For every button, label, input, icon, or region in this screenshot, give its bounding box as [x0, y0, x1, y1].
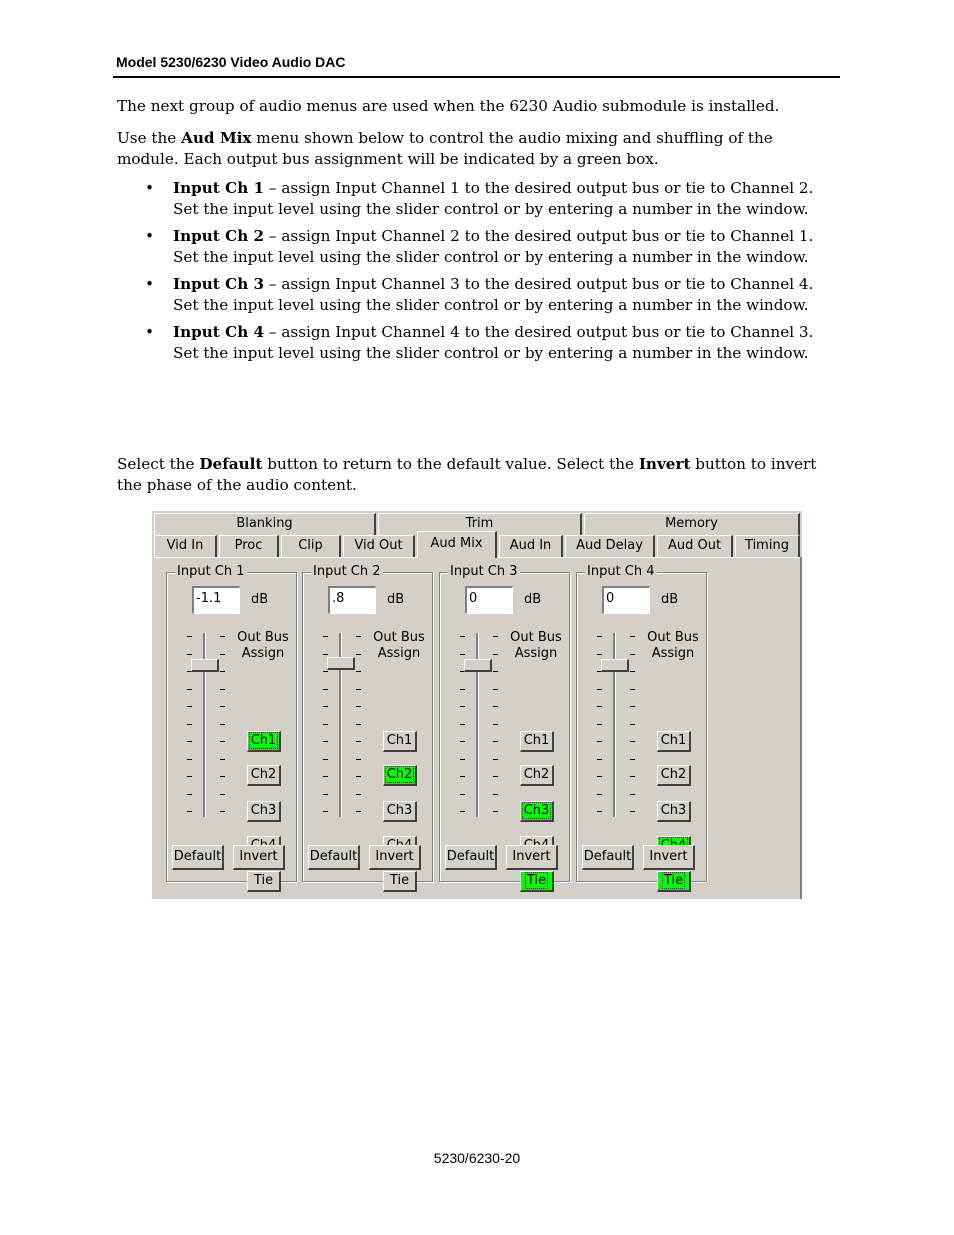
slider-tick — [356, 706, 361, 707]
slider-tick — [187, 794, 192, 795]
slider-tick — [356, 654, 361, 655]
group-title: Input Ch 3 — [450, 564, 518, 579]
slider-tick — [220, 776, 225, 777]
out-bus-tie-button[interactable]: Tie — [520, 871, 554, 892]
slider-tick — [323, 671, 328, 672]
slider-tick — [630, 654, 635, 655]
level-slider-thumb[interactable] — [601, 659, 629, 672]
tab-proc[interactable]: Proc — [219, 535, 279, 557]
slider-tick — [493, 671, 498, 672]
input-ch-2-group — [302, 564, 433, 888]
slider-tick — [493, 776, 498, 777]
input-ch-3-group — [439, 564, 570, 888]
tab-memory[interactable]: Memory — [584, 513, 800, 535]
slider-tick — [630, 776, 635, 777]
tab-vid-in[interactable]: Vid In — [154, 535, 217, 557]
group-title: Input Ch 2 — [313, 564, 381, 579]
slider-tick — [220, 759, 225, 760]
slider-tick — [460, 689, 465, 690]
slider-tick — [220, 741, 225, 742]
slider-tick — [493, 689, 498, 690]
group-title: Input Ch 1 — [177, 564, 245, 579]
out-bus-ch2-button[interactable]: Ch2 — [247, 765, 281, 786]
slider-tick — [220, 811, 225, 812]
slider-tick — [187, 689, 192, 690]
slider-tick — [460, 724, 465, 725]
slider-tick — [187, 741, 192, 742]
list-item: • Input Ch 2 – assign Input Channel 2 to the desired output bus or tie to Channel 1. Set the input level using the slider control or by entering a number in the window. — [145, 227, 814, 266]
invert-button[interactable]: Invert — [643, 845, 695, 870]
default-button[interactable]: Default — [582, 845, 634, 870]
slider-tick — [493, 811, 498, 812]
slider-tick — [187, 636, 192, 637]
list-item: • Input Ch 4 – assign Input Channel 4 to the desired output bus or tie to Channel 3. Set the input level using the slider control or by entering a number in the window. — [145, 323, 814, 362]
slider-tick — [356, 776, 361, 777]
slider-tick — [356, 636, 361, 637]
slider-tick — [323, 811, 328, 812]
slider-tick — [597, 636, 602, 637]
out-bus-tie-button[interactable]: Tie — [383, 871, 417, 892]
out-bus-ch3-button[interactable]: Ch3 — [247, 801, 281, 822]
page-footer: 5230/6230-20 — [433, 1150, 521, 1166]
slider-tick — [220, 689, 225, 690]
tab-row-bottom — [154, 535, 800, 557]
input-ch-4-group — [576, 564, 707, 888]
default-button[interactable]: Default — [308, 845, 360, 870]
tab-aud-out[interactable]: Aud Out — [657, 535, 733, 557]
page-header-title: Model 5230/6230 Video Audio DAC — [116, 54, 346, 70]
slider-tick — [493, 724, 498, 725]
slider-tick — [460, 706, 465, 707]
level-input[interactable]: 0 — [465, 586, 513, 614]
slider-tick — [220, 654, 225, 655]
default-button[interactable]: Default — [172, 845, 224, 870]
slider-tick — [356, 671, 361, 672]
slider-tick — [220, 794, 225, 795]
out-bus-ch2-button[interactable]: Ch2 — [520, 765, 554, 786]
level-slider-thumb[interactable] — [464, 659, 492, 672]
out-bus-tie-button[interactable]: Tie — [657, 871, 691, 892]
out-bus-ch3-button[interactable]: Ch3 — [383, 801, 417, 822]
slider-tick — [460, 811, 465, 812]
slider-tick — [220, 671, 225, 672]
out-bus-ch1-button[interactable]: Ch1 — [383, 731, 417, 752]
slider-tick — [597, 689, 602, 690]
slider-tick — [460, 759, 465, 760]
slider-tick — [460, 654, 465, 655]
slider-tick — [323, 724, 328, 725]
slider-tick — [356, 759, 361, 760]
tab-aud-mix[interactable]: Aud Mix — [417, 531, 497, 558]
out-bus-tie-button[interactable]: Tie — [247, 871, 281, 892]
slider-tick — [356, 689, 361, 690]
slider-tick — [493, 706, 498, 707]
tab-vid-out[interactable]: Vid Out — [343, 535, 415, 557]
slider-tick — [597, 776, 602, 777]
aud-mix-paragraph: Use the Aud Mix menu shown below to control the audio mixing and shuffling of the module. Each output bus assignment will be indicated by a green box. — [117, 129, 773, 168]
slider-tick — [356, 794, 361, 795]
slider-tick — [630, 689, 635, 690]
slider-tick — [220, 724, 225, 725]
slider-tick — [323, 794, 328, 795]
slider-tick — [460, 776, 465, 777]
slider-tick — [630, 724, 635, 725]
slider-tick — [493, 794, 498, 795]
slider-tick — [187, 811, 192, 812]
slider-tick — [460, 794, 465, 795]
out-bus-ch2-button[interactable]: Ch2 — [383, 765, 417, 786]
level-input[interactable]: 0 — [602, 586, 650, 614]
slider-tick — [630, 636, 635, 637]
slider-tick — [323, 654, 328, 655]
slider-tick — [597, 794, 602, 795]
tab-blanking[interactable]: Blanking — [154, 513, 376, 535]
slider-tick — [460, 636, 465, 637]
input-ch-1-group — [166, 564, 297, 888]
default-invert-paragraph: Select the Default button to return to the default value. Select the Invert button to invert the phase of the audio content. — [117, 455, 817, 494]
slider-tick — [187, 654, 192, 655]
db-unit-label: dB — [387, 592, 405, 607]
aud-mix-term: Aud Mix — [181, 129, 252, 147]
default-button[interactable]: Default — [445, 845, 497, 870]
out-bus-ch3-button[interactable]: Ch3 — [520, 801, 554, 822]
list-item: • Input Ch 1 – assign Input Channel 1 to the desired output bus or tie to Channel 2. Set the input level using the slider control or by entering a number in the window. — [145, 179, 814, 218]
slider-tick — [187, 724, 192, 725]
slider-tick — [493, 636, 498, 637]
out-bus-assign-label: Out Bus Assign — [647, 630, 699, 661]
db-unit-label: dB — [524, 592, 542, 607]
slider-tick — [356, 811, 361, 812]
out-bus-assign-label: Out Bus Assign — [373, 630, 425, 661]
db-unit-label: dB — [251, 592, 269, 607]
slider-tick — [323, 741, 328, 742]
out-bus-ch2-button[interactable]: Ch2 — [657, 765, 691, 786]
slider-tick — [220, 636, 225, 637]
slider-tick — [630, 741, 635, 742]
slider-tick — [323, 689, 328, 690]
slider-tick — [597, 759, 602, 760]
slider-tick — [323, 636, 328, 637]
aud-mix-dialog — [152, 511, 802, 899]
slider-tick — [597, 706, 602, 707]
tab-aud-in[interactable]: Aud In — [499, 535, 563, 557]
slider-tick — [630, 706, 635, 707]
slider-tick — [493, 759, 498, 760]
slider-tick — [323, 776, 328, 777]
out-bus-ch1-button[interactable]: Ch1 — [247, 731, 281, 752]
tab-timing[interactable]: Timing — [735, 535, 800, 557]
slider-tick — [597, 811, 602, 812]
list-item: • Input Ch 3 – assign Input Channel 3 to the desired output bus or tie to Channel 4. Set the input level using the slider control or by entering a number in the window. — [145, 275, 814, 314]
header-rule — [113, 76, 840, 78]
slider-tick — [220, 706, 225, 707]
slider-tick — [597, 654, 602, 655]
slider-tick — [493, 741, 498, 742]
level-slider-thumb[interactable] — [327, 657, 355, 670]
invert-button[interactable]: Invert — [506, 845, 558, 870]
out-bus-ch1-button[interactable]: Ch1 — [657, 731, 691, 752]
slider-tick — [323, 759, 328, 760]
slider-tick — [187, 776, 192, 777]
db-unit-label: dB — [661, 592, 679, 607]
level-slider-thumb[interactable] — [191, 659, 219, 672]
level-input[interactable]: -1.1 — [192, 586, 240, 614]
slider-tick — [187, 759, 192, 760]
tab-trim[interactable]: Trim — [378, 513, 582, 535]
slider-tick — [460, 741, 465, 742]
input-channel-list — [117, 178, 837, 370]
slider-tick — [630, 811, 635, 812]
tab-clip[interactable]: Clip — [281, 535, 341, 557]
slider-tick — [187, 706, 192, 707]
invert-button[interactable]: Invert — [369, 845, 421, 870]
level-input[interactable]: .8 — [328, 586, 376, 614]
slider-tick — [630, 794, 635, 795]
intro-paragraph: The next group of audio menus are used when the 6230 Audio submodule is installed. — [117, 97, 780, 115]
slider-tick — [356, 741, 361, 742]
slider-tick — [630, 671, 635, 672]
out-bus-ch3-button[interactable]: Ch3 — [657, 801, 691, 822]
slider-tick — [597, 741, 602, 742]
invert-button[interactable]: Invert — [233, 845, 285, 870]
slider-tick — [323, 706, 328, 707]
slider-tick — [630, 759, 635, 760]
slider-tick — [356, 724, 361, 725]
out-bus-ch1-button[interactable]: Ch1 — [520, 731, 554, 752]
out-bus-assign-label: Out Bus Assign — [237, 630, 289, 661]
group-title: Input Ch 4 — [587, 564, 655, 579]
slider-tick — [597, 724, 602, 725]
slider-tick — [493, 654, 498, 655]
tab-aud-delay[interactable]: Aud Delay — [565, 535, 655, 557]
out-bus-assign-label: Out Bus Assign — [510, 630, 562, 661]
